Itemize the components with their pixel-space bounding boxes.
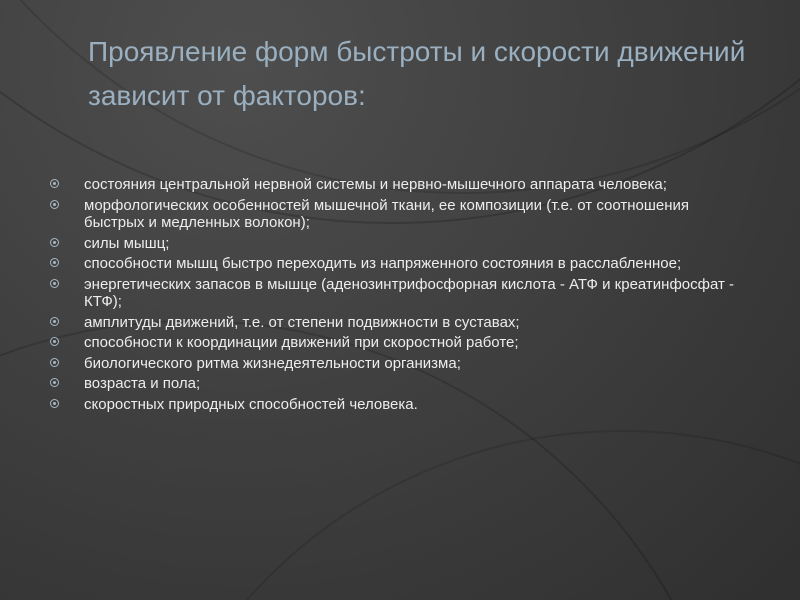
list-item-text: энергетических запасов в мышце (аденозинтрифосфорная кислота - АТФ и креатинфосфат - КТФ);	[84, 275, 735, 310]
list-item	[50, 276, 750, 311]
circle-bullet-icon	[50, 279, 59, 288]
circle-bullet-icon	[50, 258, 59, 267]
circle-bullet-icon	[50, 378, 59, 387]
circle-bullet-icon	[50, 399, 59, 408]
list-item	[50, 235, 750, 253]
circle-bullet-icon	[50, 179, 59, 188]
list-item	[50, 355, 750, 373]
list-item	[50, 396, 750, 414]
list-item-text: способности к координации движений при скоростной работе;	[84, 334, 519, 351]
list-item	[50, 197, 750, 232]
list-item-text: амплитуды движений, т.е. от степени подвижности в суставах;	[84, 313, 520, 331]
list-item-text: биологического ритма жизнедеятельности организма;	[84, 354, 461, 372]
list-item	[50, 375, 750, 393]
list-item-text: морфологических особенностей мышечной ткани, ее композиции (т.е. от соотношения быстрых и медленных волокон);	[84, 196, 689, 231]
circle-bullet-icon	[50, 317, 59, 326]
background-arc	[120, 430, 800, 600]
list-item-text: скоростных природных способностей человека.	[84, 395, 418, 413]
circle-bullet-icon	[50, 200, 59, 209]
circle-bullet-icon	[50, 358, 59, 367]
circle-bullet-icon	[50, 238, 59, 247]
list-item-text: силы мышц;	[84, 234, 170, 252]
list-item-text: способности мышц быстро переходить из напряженного состояния в расслабленное;	[84, 255, 682, 272]
list-item	[50, 255, 750, 273]
list-item	[50, 314, 750, 332]
list-item	[50, 176, 750, 194]
list-item-text: возраста и пола;	[84, 375, 201, 392]
bullet-list	[50, 176, 750, 416]
list-item	[50, 334, 750, 352]
slide-title: Проявление форм быстроты и скорости движений зависит от факторов:	[88, 36, 746, 111]
list-item-text: состояния центральной нервной системы и нервно-мышечного аппарата человека;	[84, 176, 667, 193]
circle-bullet-icon	[50, 337, 59, 346]
